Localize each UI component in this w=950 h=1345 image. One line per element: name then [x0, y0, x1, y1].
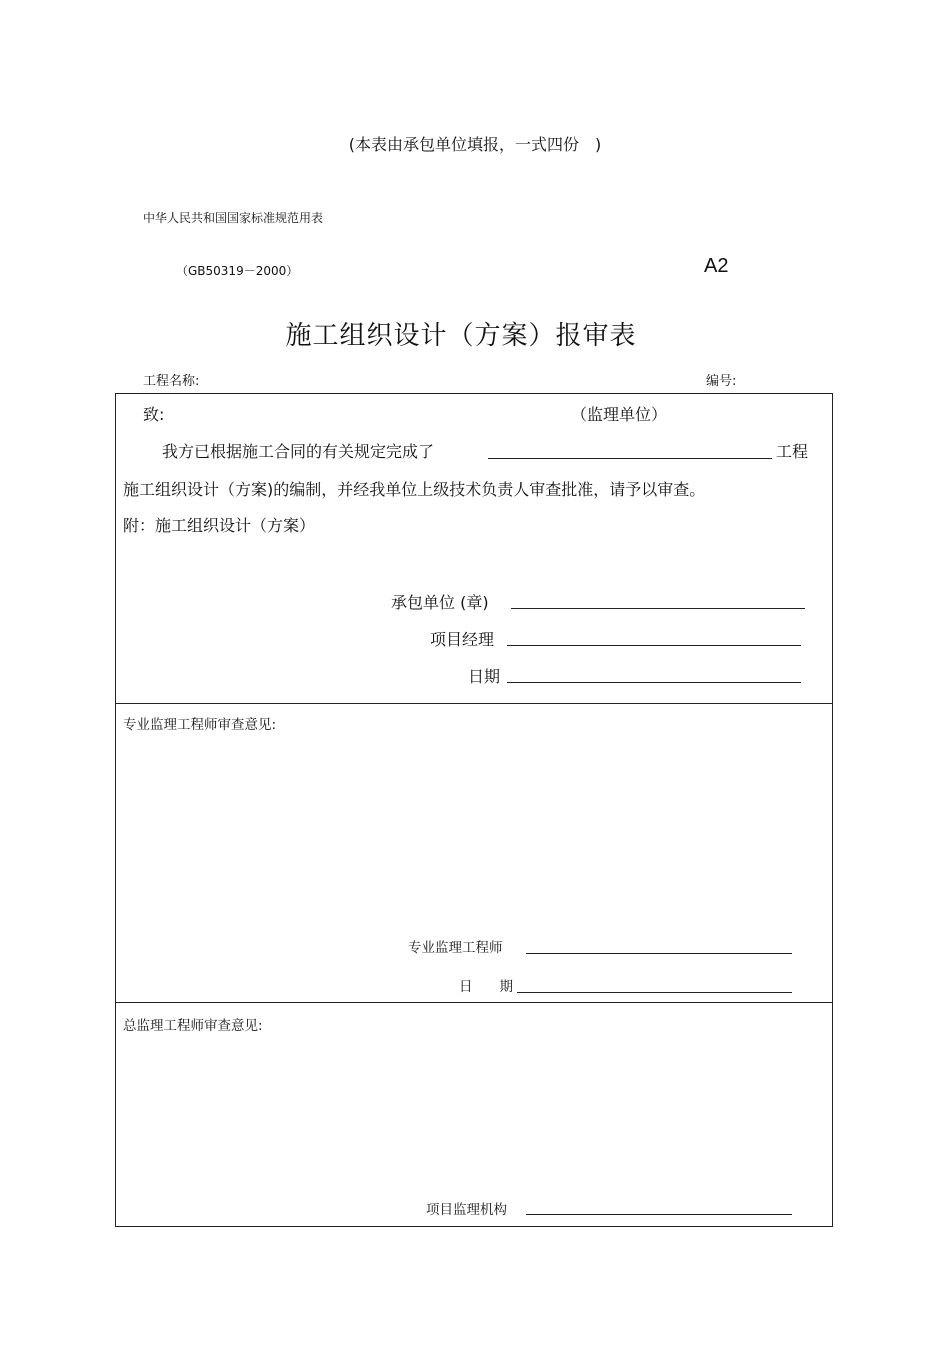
form-title: 施工组织设计（方案）报审表 — [285, 321, 637, 351]
fill-instruction-note: (本表由承包单位填报，一式四份 ) — [348, 135, 602, 154]
specialist-review-heading: 专业监理工程师审查意见: — [123, 717, 277, 733]
specialist-review-section — [116, 704, 832, 1003]
standard-code: （GB50319－2000） — [176, 264, 299, 278]
supervision-agency-signature-line[interactable] — [526, 1214, 792, 1215]
supervisor-unit-label: （监理单位） — [571, 405, 668, 424]
to-label: 致: — [143, 405, 165, 424]
supervision-agency-label: 项目监理机构 — [426, 1202, 507, 1218]
project-name-label: 工程名称: — [143, 374, 200, 389]
specialist-date-line[interactable] — [517, 992, 792, 993]
specialist-engineer-label: 专业监理工程师 — [408, 940, 503, 956]
standard-name: 中华人民共和国国家标准规范用表 — [143, 211, 324, 225]
form-table — [115, 393, 833, 1227]
contractor-signature-line[interactable] — [511, 608, 805, 609]
attachment-label: 附：施工组织设计（方案） — [123, 516, 316, 535]
date-line[interactable] — [507, 682, 801, 683]
project-name-blank[interactable] — [488, 458, 772, 459]
submission-section — [116, 394, 832, 704]
body-text-line1: 我方已根据施工合同的有关规定完成了 — [162, 442, 435, 461]
project-manager-label: 项目经理 — [430, 630, 495, 649]
project-manager-signature-line[interactable] — [507, 645, 801, 646]
body-text-line2: 施工组织设计（方案)的编制，并经我单位上级技术负责人审查批准，请予以审查。 — [123, 480, 706, 499]
form-number: A2 — [704, 255, 729, 277]
date-label: 日期 — [468, 667, 501, 686]
specialist-engineer-signature-line[interactable] — [526, 953, 792, 954]
body-text-line1-suffix: 工程 — [776, 442, 809, 461]
serial-number-label: 编号: — [706, 374, 737, 389]
contractor-stamp-label: 承包单位 (章) — [391, 593, 489, 612]
chief-review-heading: 总监理工程师审查意见: — [123, 1018, 263, 1034]
specialist-date-label: 日 期 — [459, 979, 513, 995]
chief-review-section — [116, 1003, 832, 1226]
